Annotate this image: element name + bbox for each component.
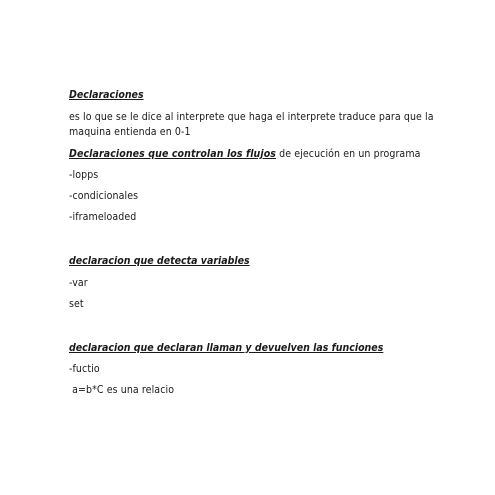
flujos-suffix: de ejecución en un programa — [276, 148, 421, 160]
heading-flujos-line — [69, 148, 421, 161]
heading-declaraciones: Declaraciones — [69, 89, 144, 101]
list-item: -fuctio — [69, 363, 100, 375]
list-item: a=b*C es una relacio — [69, 384, 175, 396]
heading-funciones: declaracion que declaran llaman y devuelven las funciones — [69, 342, 384, 354]
heading-variables: declaracion que detecta variables — [69, 255, 250, 267]
paragraph-line: maquina entienda en 0-1 — [69, 126, 191, 138]
list-item: set — [69, 298, 84, 310]
heading-flujos: Declaraciones que controlan los flujos — [69, 148, 277, 160]
list-item: -iframeloaded — [69, 211, 137, 223]
list-item: -lopps — [69, 169, 99, 181]
list-item: -var — [69, 277, 88, 289]
list-item: -condicionales — [69, 190, 139, 202]
paragraph-line: es lo que se le dice al interprete que haga el interprete traduce para que la — [69, 111, 434, 123]
